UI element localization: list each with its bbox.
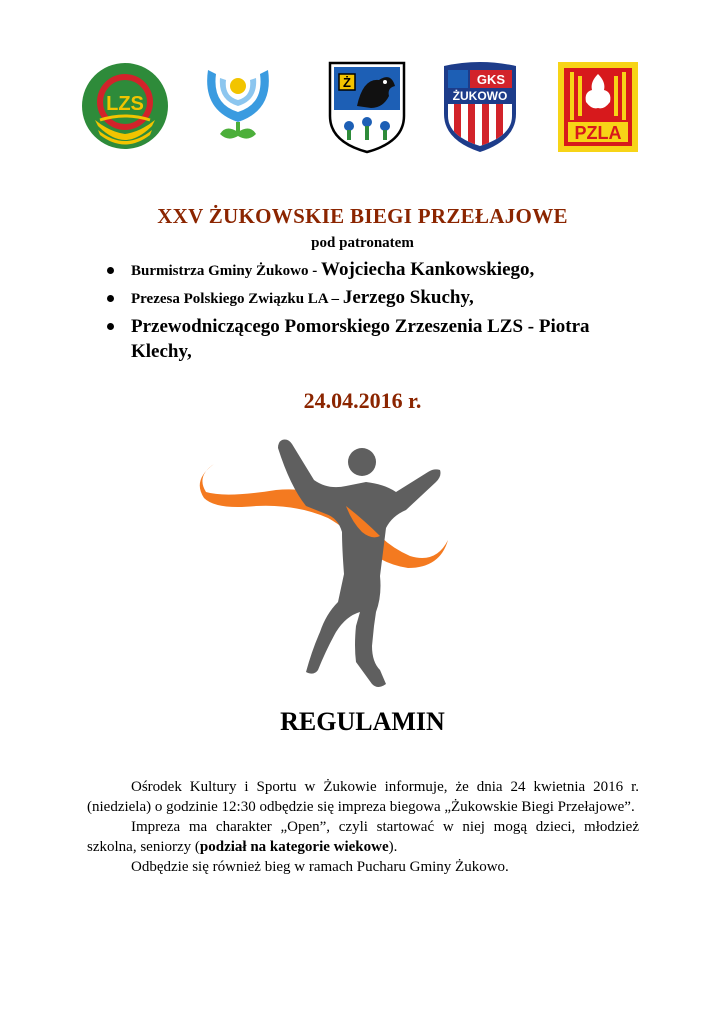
patron-item bbox=[105, 256, 625, 285]
svg-text:GKS: GKS bbox=[476, 72, 506, 87]
patron-list bbox=[105, 256, 625, 364]
paragraph-emphasis: podział na kategorie wiekowe bbox=[199, 839, 389, 855]
patron-name: Wojciecha Kankowskiego, bbox=[321, 259, 535, 280]
patron-name: Jerzego Skuchy, bbox=[342, 287, 474, 308]
regulation-body bbox=[87, 777, 639, 877]
patronage-label: pod patronatem bbox=[311, 235, 414, 251]
svg-text:PZLA: PZLA bbox=[574, 123, 622, 143]
event-title: XXV ŻUKOWSKIE BIEGI PRZEŁAJOWE bbox=[157, 204, 568, 228]
paragraph: Odbędzie się również bieg w ramach Pucharu Gminy Żukowo. bbox=[131, 859, 509, 875]
patron-name: Przewodniczącego Pomorskiego Zrzeszenia LZS - Piotra Klechy, bbox=[131, 316, 590, 362]
patron-item bbox=[105, 285, 625, 312]
bullet-dot-icon bbox=[107, 323, 114, 330]
svg-text:Ż: Ż bbox=[343, 75, 351, 90]
griffin-coat-of-arms-icon bbox=[327, 60, 407, 154]
paragraph: Ośrodek Kultury i Sportu w Żukowie informuje, że dnia 24 kwietnia 2016 r. (niedziela) o godzinie 12:30 odbędzie się impreza biegowa „Żukowskie Biegi Przełajowe”. bbox=[87, 779, 639, 815]
event-date: 24.04.2016 r. bbox=[303, 388, 422, 413]
paragraph-text: ). bbox=[388, 839, 398, 855]
logo-row bbox=[0, 60, 725, 160]
patron-prefix: Prezesa Polskiego Związku LA – bbox=[131, 291, 343, 307]
patron-prefix: Burmistrza Gminy Żukowo - bbox=[131, 263, 322, 279]
patron-item bbox=[105, 314, 625, 364]
paragraph-text: Impreza ma charakter „Open”, czyli startować w niej mogą dzieci, młodzież szkolna, seniorzy ( bbox=[87, 819, 639, 855]
wave-figure-emblem-icon bbox=[198, 60, 278, 152]
svg-text:LZS: LZS bbox=[106, 93, 144, 115]
gks-shield-icon bbox=[440, 60, 520, 154]
regulation-heading: REGULAMIN bbox=[280, 707, 445, 736]
lzs-emblem-icon bbox=[80, 60, 170, 152]
runner-finish-line-icon bbox=[196, 436, 466, 696]
white-eagle-icon bbox=[556, 60, 640, 154]
bullet-dot-icon bbox=[107, 295, 114, 302]
bullet-dot-icon bbox=[107, 267, 114, 274]
paragraph bbox=[87, 817, 639, 857]
svg-text:ŻUKOWO: ŻUKOWO bbox=[452, 89, 508, 103]
